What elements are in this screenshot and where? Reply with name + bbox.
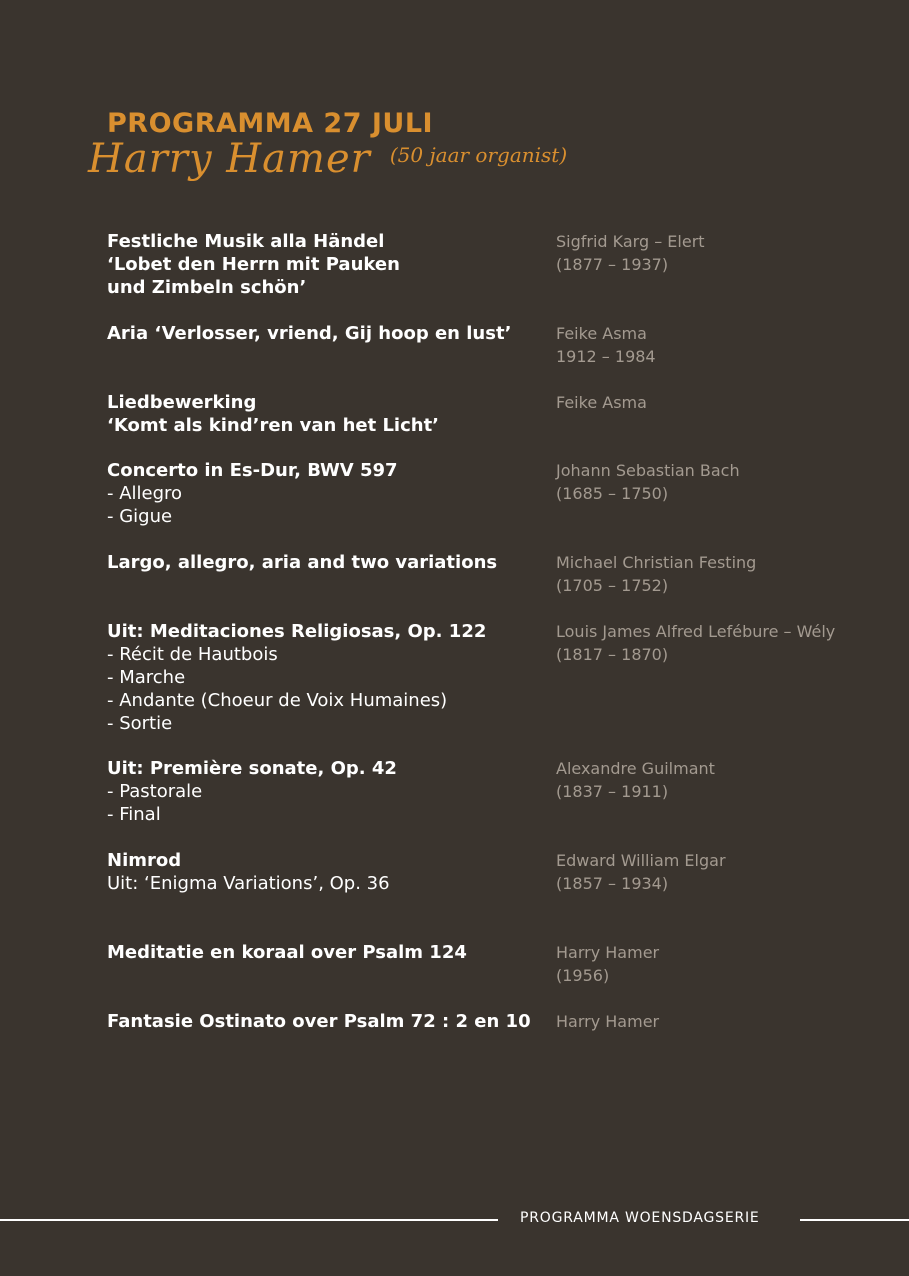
composer-name: Harry Hamer — [556, 943, 660, 962]
composer — [556, 849, 896, 895]
composer — [556, 1010, 896, 1033]
footer-divider-right — [800, 1219, 909, 1221]
movement: - Allegro — [107, 483, 183, 504]
composer-name: Michael Christian Festing — [556, 553, 757, 572]
piece — [107, 391, 547, 437]
composer — [556, 620, 896, 666]
composer-name: Feike Asma — [556, 393, 647, 412]
footer-label: PROGRAMMA WOENSDAGSERIE — [520, 1210, 760, 1226]
performer-signature — [88, 136, 567, 182]
piece — [107, 551, 547, 574]
piece-title-line: Festliche Musik alla Händel — [107, 231, 385, 252]
performer-name: Harry Hamer — [88, 136, 371, 182]
piece — [107, 230, 547, 299]
composer — [556, 230, 896, 276]
piece-title-line: Concerto in Es-Dur, BWV 597 — [107, 460, 398, 481]
performer-note: (50 jaar organist) — [389, 143, 568, 167]
piece-title-line: Meditatie en koraal over Psalm 124 — [107, 942, 467, 963]
piece-title-line: Fantasie Ostinato over Psalm 72 : 2 en 10 — [107, 1011, 531, 1032]
piece — [107, 620, 547, 735]
composer-dates: (1956) — [556, 966, 610, 985]
movement: - Pastorale — [107, 781, 203, 802]
composer-name: Sigfrid Karg – Elert — [556, 232, 705, 251]
composer-name: Johann Sebastian Bach — [556, 461, 740, 480]
footer-divider-left — [0, 1219, 498, 1221]
composer — [556, 551, 896, 597]
page-heading: PROGRAMMA 27 JULI — [107, 108, 434, 139]
piece — [107, 1010, 547, 1033]
piece — [107, 459, 547, 528]
piece-subtitle: Uit: ‘Enigma Variations’, Op. 36 — [107, 873, 390, 894]
composer-name: Edward William Elgar — [556, 851, 726, 870]
composer-name: Alexandre Guilmant — [556, 759, 715, 778]
composer-name: Louis James Alfred Lefébure – Wély — [556, 622, 836, 641]
movement: - Sortie — [107, 713, 173, 734]
piece-title-line: Uit: Meditaciones Religiosas, Op. 122 — [107, 621, 487, 642]
composer — [556, 459, 896, 505]
composer-dates: (1817 – 1870) — [556, 645, 669, 664]
composer-dates: (1857 – 1934) — [556, 874, 669, 893]
piece-title-line: Aria ‘Verlosser, vriend, Gij hoop en lust’ — [107, 323, 512, 344]
composer — [556, 757, 896, 803]
composer-dates: (1705 – 1752) — [556, 576, 669, 595]
composer — [556, 322, 896, 368]
piece — [107, 941, 547, 964]
piece-title-line: Liedbewerking — [107, 392, 257, 413]
piece-title-line: Nimrod — [107, 850, 182, 871]
piece-title-line: ‘Lobet den Herrn mit Pauken — [107, 254, 400, 275]
composer-dates: 1912 – 1984 — [556, 347, 656, 366]
piece — [107, 849, 547, 895]
composer — [556, 941, 896, 987]
piece — [107, 322, 547, 345]
composer-name: Feike Asma — [556, 324, 647, 343]
composer — [556, 391, 896, 414]
piece-title-line: Largo, allegro, aria and two variations — [107, 552, 498, 573]
composer-dates: (1837 – 1911) — [556, 782, 669, 801]
composer-dates: (1877 – 1937) — [556, 255, 669, 274]
piece — [107, 757, 547, 826]
movement: - Récit de Hautbois — [107, 644, 278, 665]
movement: - Marche — [107, 667, 186, 688]
movement: - Gigue — [107, 506, 173, 527]
composer-name: Harry Hamer — [556, 1012, 660, 1031]
composer-dates: (1685 – 1750) — [556, 484, 669, 503]
movement: - Andante (Choeur de Voix Humaines) — [107, 690, 448, 711]
piece-title-line: ‘Komt als kind’ren van het Licht’ — [107, 415, 440, 436]
piece-title-line: und Zimbeln schön’ — [107, 277, 307, 298]
piece-title-line: Uit: Première sonate, Op. 42 — [107, 758, 397, 779]
movement: - Final — [107, 804, 161, 825]
